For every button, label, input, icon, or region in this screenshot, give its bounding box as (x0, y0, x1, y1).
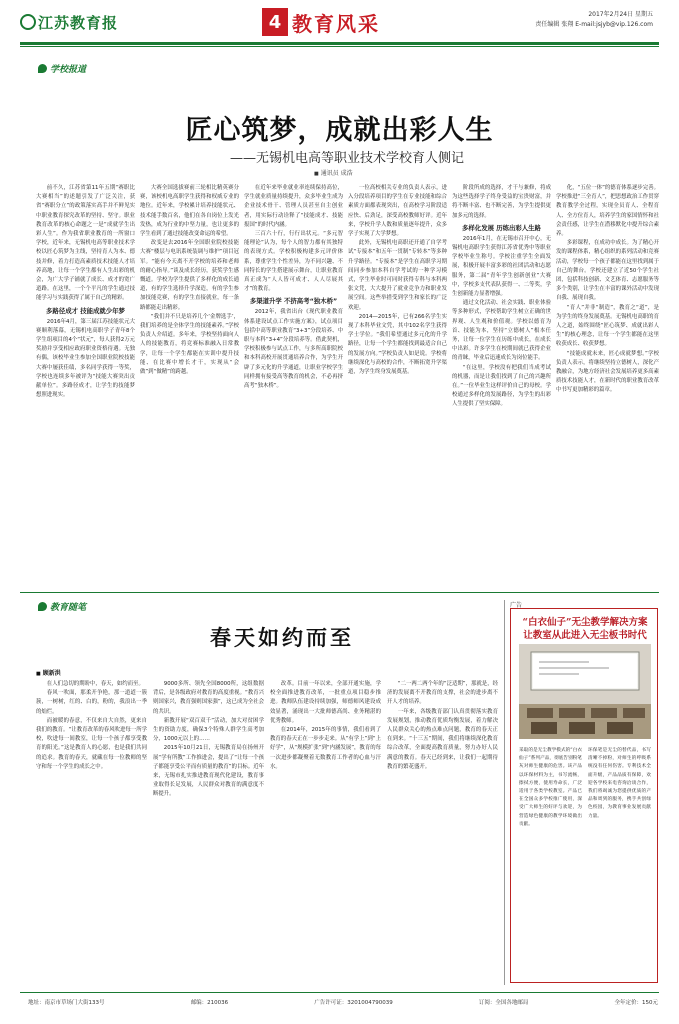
essay-column-4: “二一两二两个年的“泛适期”，那就是，经济的发展离不开教育的支撑，社会的进步离不开人才的培养。 一年来，各级教育部门认真贯彻落实教育发展规划，推动教育优质均衡发展，着力解决人民群众关心的热点难点问题，教育的春天正在到来。“十三五”期间，我们将继续深化教育综合改革，全面提高教育质量，努力办好人民满意的教育。春天已经到来，让我们一起期待教育的繁花盛开。 (387, 681, 498, 770)
essay-title: 春天如约而至 (210, 625, 354, 650)
lead-article-column-2: 大赛全国选拔赛前三轮相比精英赛分赛，该校机电高职学生获得和权威专业的地位。近年来，学校累计培养技能状元、技术能手数百名，他们在各自岗位上发光发热，成为行业的中坚力量，也让更多的学生看到了通过技能改变命运的希望。 改变是去2016年全国职业院校技能大赛“楼层与电讯系统装调与维护”项目冠军。“能有今天离不开学校的培养和老师的耐心指导。”谈及成长经历，获奖学生感慨道。学校为学生提供了多样化的成长通道，有的学生选择升学深造，有的学生参加技能竞赛，有的学生直接就业，每一条路都能走出精彩。 “我们并不只是培养几个‘金牌选手’，我们培养的是全体学生的技能素养。”学校负责人介绍道。多年来，学校坚持面向人人的技能教育，将竞赛标准融入日常教学，让每一个学生都能在实训中提升技能、在比赛中增长才干，实现从“会做”到“做精”的跨越。 (140, 185, 239, 376)
lead-article-title: 匠心筑梦，成就出彩人生 (185, 115, 494, 146)
footer-ad-license: 广告许可证：3201004790039 (314, 1000, 393, 1006)
header-rule-thin (20, 46, 659, 47)
paper-name: 江苏教育报 (38, 14, 119, 32)
advertisement (510, 608, 658, 983)
ad-label: 广告 (510, 602, 523, 609)
footer-rule (20, 992, 659, 993)
footer-subscription: 订阅：全国各地邮局 (478, 1000, 529, 1006)
column-tag-school-report: 学校报道 (36, 61, 92, 76)
ad-classroom-photo (519, 644, 651, 739)
lead-article-column-3: 在近年来毕业就业率连续保持高位，学生就业质量持续提升，众多毕业生成为企业技术骨干、管理人员甚至自主创业者，用实际行动诠释了“技能成才、技能报国”的时代内涵。 三百六十行，行行出状元。“多元智能理论”认为，每个人的智力都有其独特的表现方式。学校积极构建多元评价体系，尊重学生个性差异，为不同兴趣、不同特长的学生搭建展示舞台，让职业教育真正成为“人人皆可成才、人人尽展其才”的教育。 多渠道升学 不挤高考“独木桥” 2012年，我省出台《现代职业教育体系建设试点工作实施方案》，试点项目包括中高等职业教育“3+3”分段培养、中职与本科“3+4”分段培养等。借此契机，学校积极参与试点工作，与多所高职院校和本科高校开展贯通培养合作，为学生开辟了多元化的升学通道，让职业学校学生同样拥有接受高等教育的机会，不必再挤高考“独木桥”。 (244, 185, 343, 390)
masthead (0, 0, 679, 78)
lead-article-column-5: 阶段所成的选择，才干与兼修，将成为这些选择学子终身受益的宝贵财富，并将不断丰富、也不断完善，为学生提供更加多元的选择。 多样化发展 历练出彩人生路 2016年1月，在无锡市召开中心，无锡机电高职学生获得江苏省优秀中等职业学校毕业生称号。学校注重学生全面发展，积极开展丰富多彩的社团活动和志愿服务，第二届“青年学生创新创业”大赛中，学校多支代表队获得一、二等奖，学生创新能力显著增强。 通过文化活动、社会实践、职业体验等多种形式，学校帮助学生树立正确的世界观、人生观和价值观。学校以德育为首、技能为本，坚持“立德树人”根本任务，让每一位学生在历练中成长，在成长中出彩。许多学生在校期间就已获得企业的青睐，毕业后迅速成长为岗位能手。 “在这里，学校没有把我们当成考试的机器，而是让我们找到了自己的兴趣所在。”一位毕业生这样评价自己的母校。学校通过多样化的发展路径，为学生的出彩人生提供了坚实保障。 (452, 185, 551, 408)
footer-address: 地址：南京市草场门大街133号 (28, 1000, 105, 1006)
essay-byline: ■ 顾新洪 (36, 668, 61, 677)
classroom-photo-icon (519, 644, 651, 739)
ad-text-column-2: 环保笔是无尘的替代品，书写清晰不掉粉，对师生的呼吸系统没有任何伤害。专利技术全面升级，产品品质有保障，欢迎各学校来电咨询洽谈合作，我们将竭诚为您提供优质的产品和周到的服务，携手共创绿色校园，为教育事业发展贡献力量。 (588, 748, 651, 819)
logo-emblem-icon (20, 14, 36, 30)
lead-article-byline: ■ 通讯员 成浩 (314, 168, 353, 177)
essay-column-1: 在人们急切的期盼中，春天，如约而至。 春风一吹面，那柔开争艳，那一道道一簇簇，一树树，红的、白的，粉的，我浪出一季的灿烂。 而被暖的春意，不仅来自大自然，更来自我们的教育。“让教育改革的春风吹进每一所学校，吹进每一间教室，让每一个孩子都享受教育的阳光。”这是教育人的心愿，也是我们共同的追求。教育的春天，就藏在每一位教师的坚守和每一个学生的成长之中。 (36, 681, 147, 770)
footer-postcode: 邮编：210036 (190, 1000, 229, 1006)
lead-article-column-4: 一位高校相关专业的负责人表示，进入分段培养项目的学生在专业技能和综合素质方面都表现突出，在高校学习阶段适应快、后劲足，深受高校教师好评。近年来，学校升学人数和质量逐年提升，众多学子实现了大学梦想。 此外，无锡机电高职还开通了自学考试“专接本”和五年一贯制“专转本”等多种升学路径。“专接本”是学生在高职学习期间同步参加本科自学考试的一种学习模式，学生毕业时可同时获得专科与本科两张文凭，大大提升了就业竞争力和职业发展空间。这些举措受到学生和家长的广泛欢迎。 2014—2015年，已有266名学生实现了本科毕业文凭，其中102名学生获得学士学位。“我们希望通过多元化的升学路径，让每一个学生都能找到最适合自己的发展方向。”学校负责人如是说。学校将继续深化与高校的合作，不断拓宽升学渠道，为学生终身发展奠基。 (348, 185, 447, 376)
paper-logo (20, 12, 118, 33)
editor-info: 责任编辑 张翔 E-mail:jsjyb@vip.126.com (535, 21, 653, 28)
header-rule (20, 42, 659, 45)
lead-article-column-6: 化，“五位一体”的德育体系逐步完善。学校推进“三全育人”，把思想政治工作贯穿教育教学全过程，实现全员育人、全程育人、全方位育人，培养学生的家国情怀和社会责任感，让学生在潜移默化中提升综合素养。 多彩课程，在成功中成长。为了精心开发的课程体系，精心组织的系列活动和竞赛活动，学校每一个孩子都能在这里找到属于自己的舞台。学校还建立了近50个学生社团，包括科技创新、文艺体育、志愿服务等多个类别，让学生在丰富的课外活动中发现自我、展现自我。 “育人”并非“制造”，教育之“道”，是为学生的终身发展奠基。无锡机电高职的育人之道，始终围绕“匠心筑梦、成就出彩人生”的核心理念，让每一个学生都能在这里收获成长、收获梦想。 “技能成就未来，匠心成就梦想。”学校负责人表示，将继续坚持立德树人，深化产教融合，为地方经济社会发展培养更多高素质技术技能人才，在新时代的职业教育改革中书写更加精彩的篇章。 (556, 185, 659, 394)
section-tag (262, 8, 380, 36)
ad-text-column-1: 采取的是无尘教学模式的“白衣仙子”系列产品，彻底告别粉笔灰对师生健康的危害。该产品以环保材料为主，书写流畅，擦拭方便，使用寿命长，广泛适用于各类学校教室。产品已在全国众多学校推广使用，深受广大师生的好评与欢迎，为营造绿色健康的教学环境做出贡献。 (519, 748, 582, 827)
essay-column-2: 9000多所、领先全国8000所，这组数据背后，是各级政府对教育的高度重视。“教育兴则国家兴，教育强则国家强”，这已成为全社会的共识。 新教开展“双百双千”活动，加大对贫困学生的资助力度，确保3个特殊人群学生高考加分，1000元以上的…… 2015年10月21日，无锡教育局在扬州开展“学有所教”工作推进会，提出了“让每一个孩子都能享受公平而有质量的教育”的目标。近年来，无锡市扎实推进教育现代化建设，教育事业取得长足发展，人民群众对教育的满意度不断提升。 (153, 681, 264, 798)
dateline (535, 10, 653, 30)
footer (28, 998, 658, 1006)
ad-divider (504, 600, 505, 985)
ad-title: “白衣仙子”无尘教学解决方案 让教室从此进入无尘板书时代 (522, 617, 648, 641)
essay-column-3: 改革。目前一年以来，全部开通实施，学校全面推进教育改革，一批重点项目稳步推进。教师队伍建设持续加强，师德师风建设成效显著，涌现出一大批师德高尚、业务精湛的优秀教师。 在2014年，2015年的事情，我们看到了教育的春天正在一步步走来。从“有学上”到“上好学”，从“规模扩张”到“内涵发展”，教育的每一次进步都凝聚着无数教育工作者的心血与汗水。 (270, 681, 381, 770)
issue-date: 2017年2月24日 星期五 (588, 11, 653, 18)
section-name: 教育风采 (292, 11, 380, 36)
lead-article-subtitle: ——无锡机电高等职业技术学校育人侧记 (230, 151, 465, 166)
section-divider (20, 592, 659, 593)
footer-price: 全年定价：150元 (614, 1000, 658, 1006)
page-number: 4 (262, 8, 288, 36)
lead-article-column-1: 前不久，江苏省第11年五期“赛职比大赛相当”的述题引发了广泛关注，获省“赛职分立”的政策落实高手并不鲜见实中职业教育探究改革的坚持、坚守。职业教育改革的核心命题之一是“成就学生出彩人生”。作为我省职业教育的一所窗口学校，近年来，无锡机电高等职业技术学校以匠心筑梦为主线，坚持育人为本、德技并修，着力打造高素质技术技能人才培养高地，让每一个学生都有人生出彩的机会，为广大学子铺就了成长、成才的宽广道路。在这里，一个个平凡的学生通过技能学习与实践获得了属于自己的精彩。 多路径成才 技能成就少年梦 2016年4月，第三届江苏技能状元大赛顺利落幕，无锡机电高职学子青年8个学生组项目的4个“状元”，每人获得2万元奖励并享受相应政府职业资格待遇。无独有偶，该校毕业生参加全国职业院校技能大赛中屡获佳绩，多名同学获得一等奖，学校也连续多年被评为“技能大赛突出贡献单位”。多路径成才，让学生的技能梦想照进现实。 (36, 185, 135, 399)
column-tag-edu-essay: 教育随笔 (36, 599, 92, 614)
